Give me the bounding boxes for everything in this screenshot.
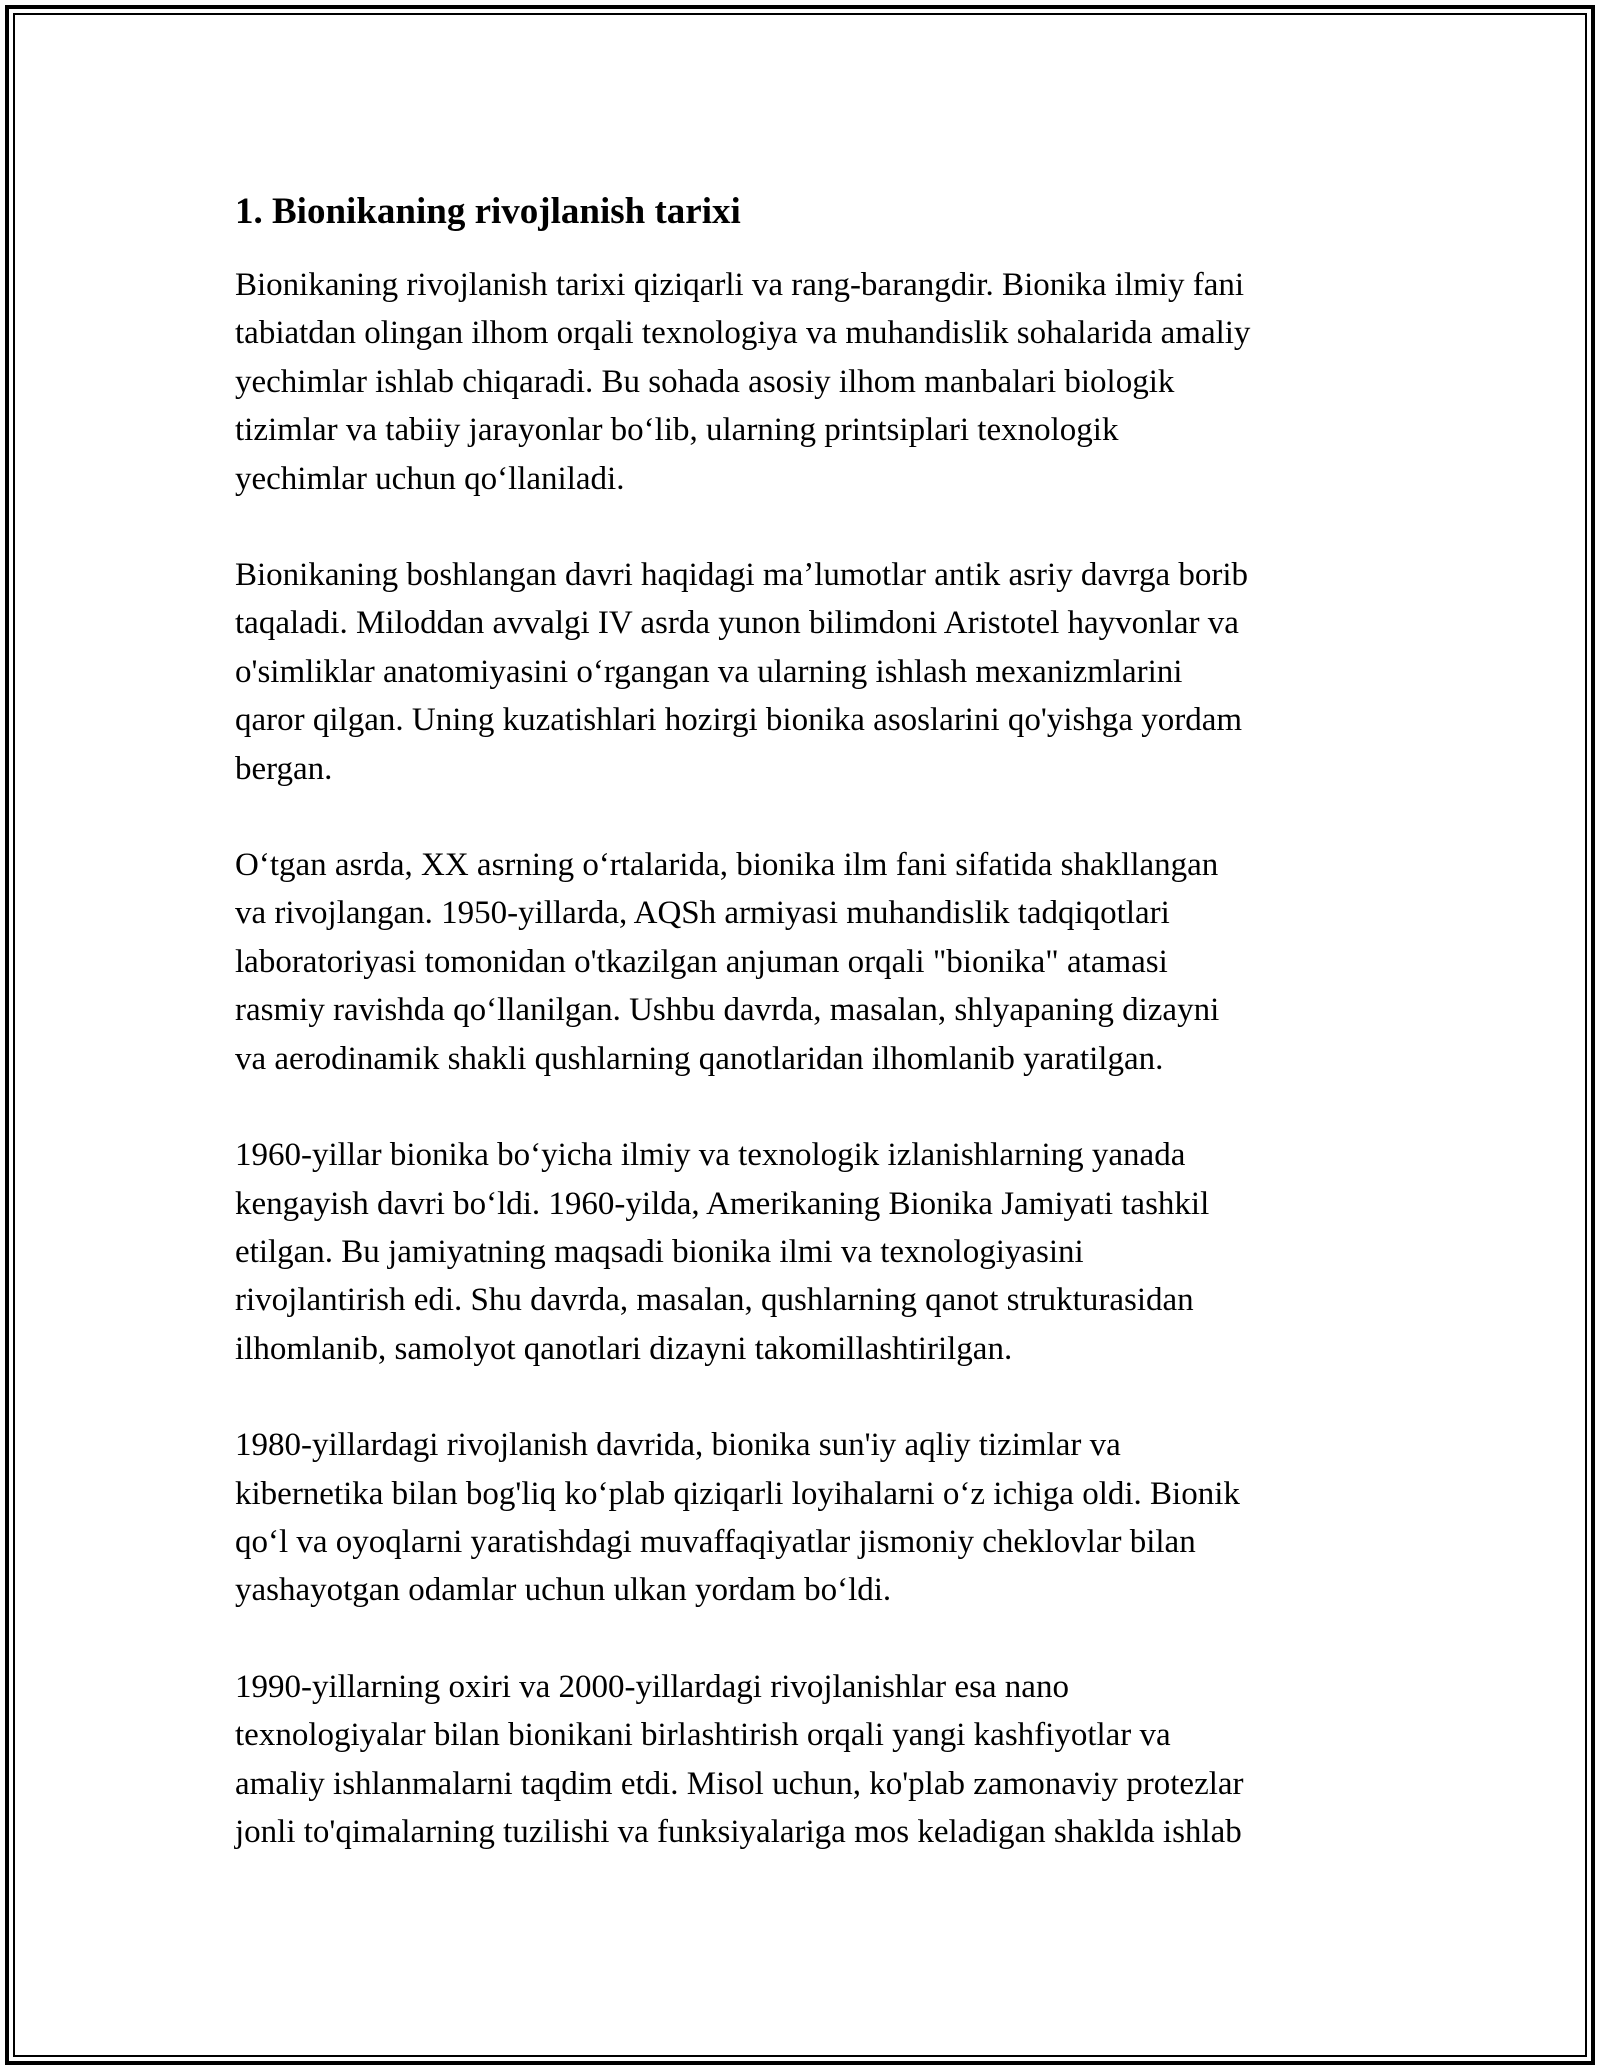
document-body xyxy=(235,186,1370,1904)
paragraph-intro: Bionikaning rivojlanish tarixi qiziqarli va rang-barangdir. Bionika ilmiy fani tabiatdan olingan ilhom orqali texnologiya va muhandislik sohalarida amaliy yechimlar ishlab chiqaradi. Bu sohada asosiy ilhom manbalari biologik tizimlar va tabiiy jarayonlar boʻlib, ularning printsiplari texnologik yechimlar uchun qoʻllaniladi. xyxy=(235,267,1251,497)
paragraph-1960s: 1960-yillar bionika boʻyicha ilmiy va texnologik izlanishlarning yanada kengayish davri boʻldi. 1960-yilda, Amerikaning Bionika Jamiyati tashkil etilgan. Bu jamiyatning maqsadi bionika ilmi va texnologiyasini rivojlantirish edi. Shu davrda, masalan, qushlarning qanot strukturasidan ilhomlanib, samolyot qanotlari dizayni takomillashtirilgan. xyxy=(235,1137,1210,1367)
section-heading: 1. Bionikaning rivojlanish tarixi xyxy=(235,191,741,232)
paragraph-1990s-2000s: 1990-yillarning oxiri va 2000-yillardagi rivojlanishlar esa nano texnologiyalar bilan bionikani birlashtirish orqali yangi kashfiyotlar va amaliy ishlanmalarni taqdim etdi. Misol uchun, ko'plab zamonaviy protezlar jonli to'qimalarning tuzilishi va funksiyalariga mos keladigan shaklda ishlab xyxy=(235,1668,1244,1850)
paragraph-20th-century: Oʻtgan asrda, XX asrning oʻrtalarida, bionika ilm fani sifatida shakllangan va rivojlangan. 1950-yillarda, AQSh armiyasi muhandislik tadqiqotlari laboratoriyasi tomonidan o'tkazilgan anjuman orqali "bionika" atamasi rasmiy ravishda qoʻllanilgan. Ushbu davrda, masalan, shlyapaning dizayni va aerodinamik shakli qushlarning qanotlaridan ilhomlanib yaratilgan. xyxy=(235,847,1220,1077)
paragraph-antiquity: Bionikaning boshlangan davri haqidagi maʼlumotlar antik asriy davrga borib taqaladi. Miloddan avvalgi IV asrda yunon bilimdoni Aristotel hayvonlar va o'simliklar anatomiyasini oʻrgangan va ularning ishlash mexanizmlarini qaror qilgan. Uning kuzatishlari hozirgi bionika asoslarini qo'yishga yordam bergan. xyxy=(235,557,1248,787)
paragraph-1980s: 1980-yillardagi rivojlanish davrida, bionika sun'iy aqliy tizimlar va kibernetika bilan bog'liq koʻplab qiziqarli loyihalarni oʻz ichiga oldi. Bionik qoʻl va oyoqlarni yaratishdagi muvaffaqiyatlar jismoniy cheklovlar bilan yashayotgan odamlar uchun ulkan yordam boʻldi. xyxy=(235,1427,1240,1609)
